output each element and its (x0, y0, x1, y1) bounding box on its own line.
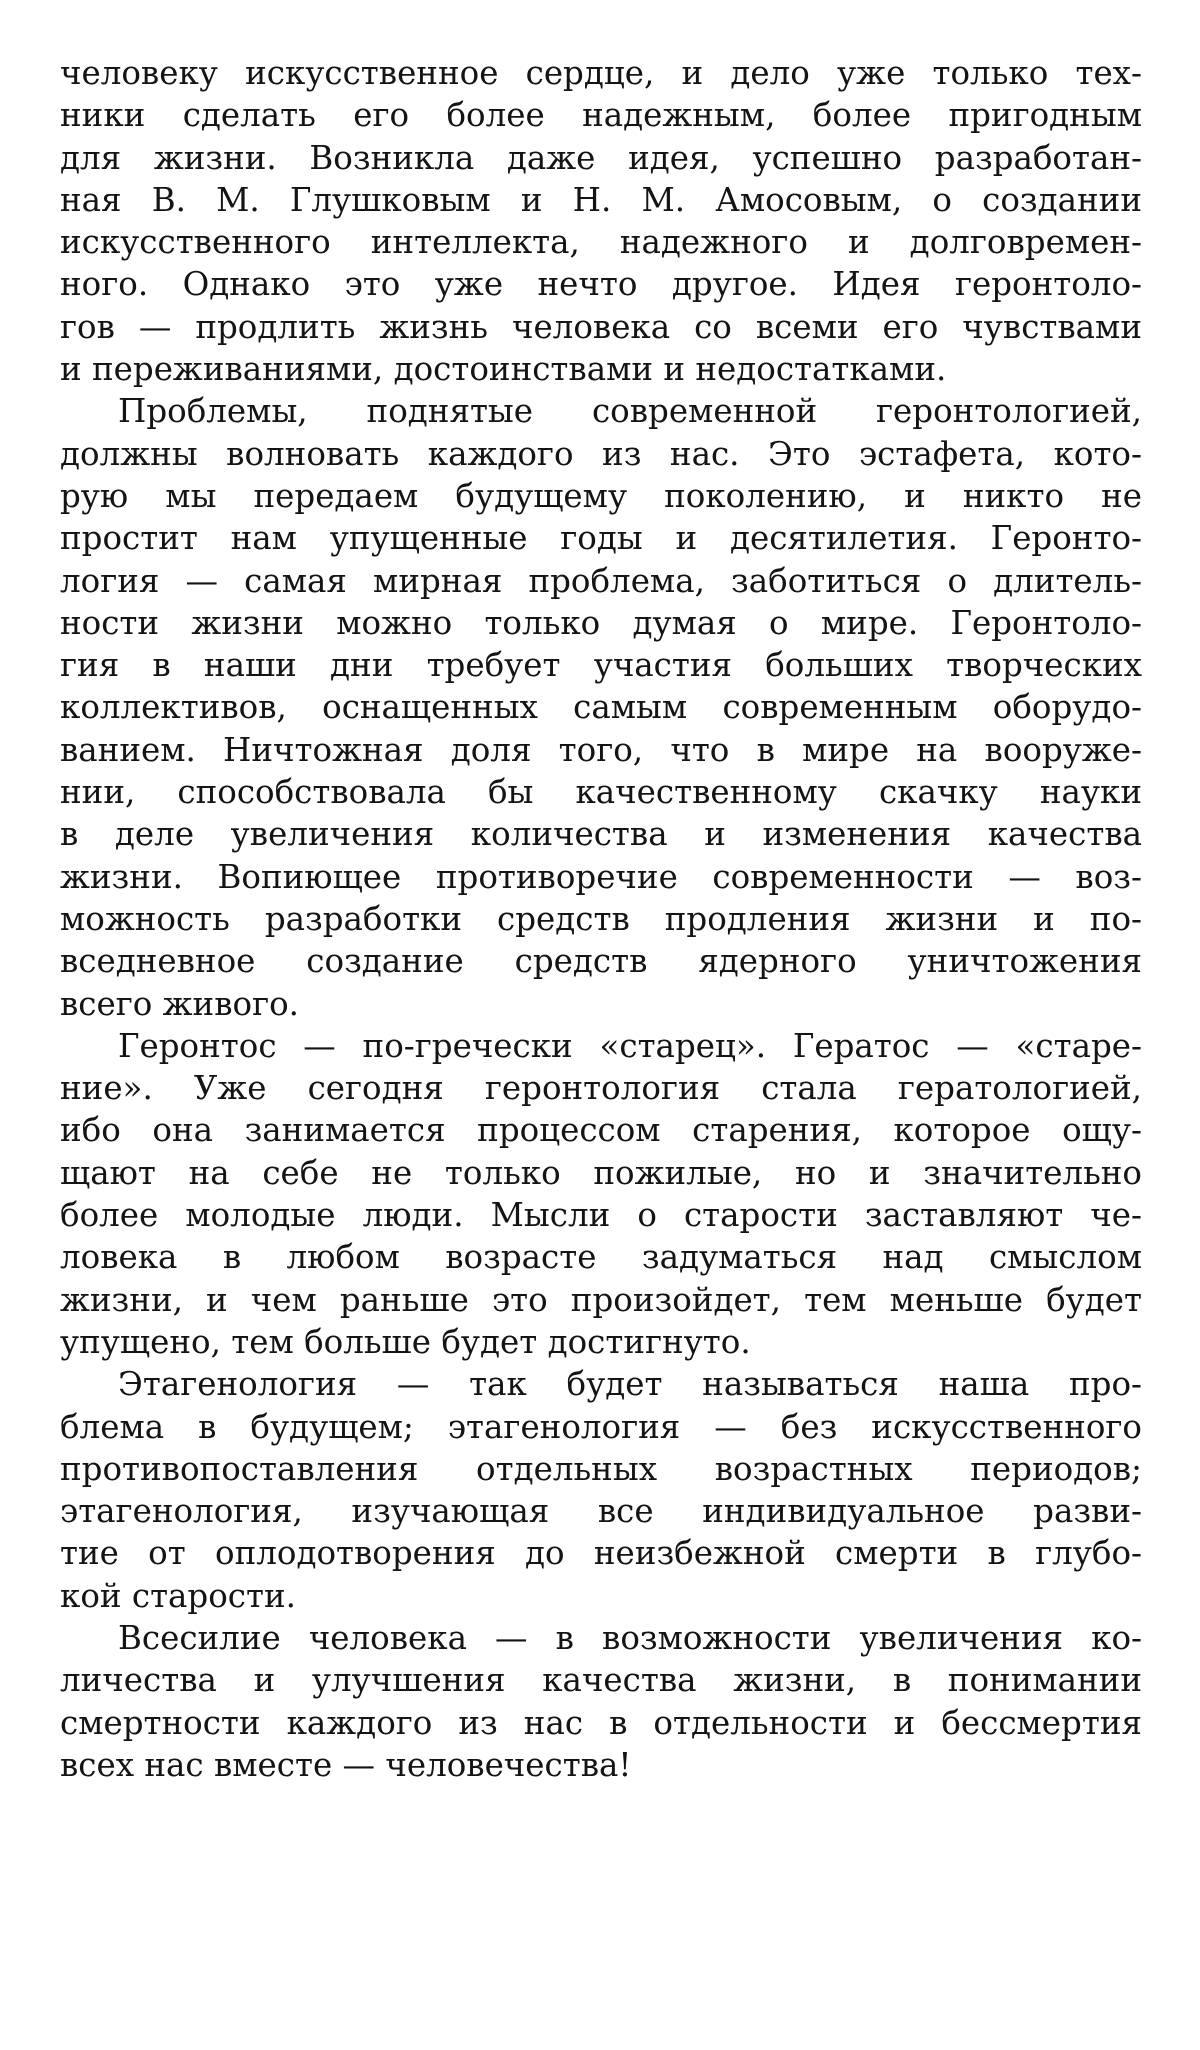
text-line: простит нам упущенные годы и десятилетия. Геронто- (60, 519, 1142, 558)
text-line: блема в будущем; этагенология — без искусственного (60, 1407, 1142, 1446)
paragraph-3 (60, 1025, 1142, 1363)
book-page (60, 52, 1142, 1786)
text-line: личества и улучшения качества жизни, в понимании (60, 1661, 1142, 1700)
paragraph-4 (60, 1363, 1142, 1617)
text-line: всего живого. (60, 984, 300, 1023)
text-line: и переживаниями, достоинствами и недостатками. (60, 350, 947, 389)
text-line: кой старости. (60, 1576, 296, 1615)
paragraph-2 (60, 390, 1142, 1024)
text-line: можность разработки средств продления жизни и по- (60, 899, 1142, 938)
text-line: этагенология, изучающая все индивидуальное разви- (60, 1492, 1142, 1531)
text-line: ние». Уже сегодня геронтология стала гератологией, (60, 1069, 1142, 1108)
text-line: ибо она занимается процессом старения, которое ощу- (60, 1111, 1142, 1150)
text-line: человеку искусственное сердце, и дело уже только тех- (60, 54, 1142, 92)
text-line: более молодые люди. Мысли о старости заставляют че- (60, 1196, 1142, 1235)
text-line: логия — самая мирная проблема, заботиться о длитель- (60, 561, 1142, 600)
text-line: гов — продлить жизнь человека со всеми его чувствами (60, 307, 1142, 346)
text-line: Этагенология — так будет называться наша про- (118, 1365, 1142, 1404)
text-line: ловека в любом возрасте задуматься над смыслом (60, 1238, 1142, 1277)
text-line: ная В. М. Глушковым и Н. М. Амосовым, о создании (60, 180, 1142, 219)
paragraph-5 (60, 1617, 1142, 1786)
text-line: всех нас вместе — человечества! (60, 1745, 632, 1784)
text-line: Всесилие человека — в возможности увеличения ко- (118, 1618, 1142, 1657)
text-line: вседневное создание средств ядерного уничтожения (60, 942, 1142, 981)
text-line: противопоставления отдельных возрастных периодов; (60, 1449, 1142, 1488)
text-line: щают на себе не только пожилые, но и значительно (60, 1153, 1142, 1192)
text-line: рую мы передаем будущему поколению, и никто не (60, 476, 1142, 515)
text-line: Геронтос — по-гречески «старец». Гератос — «старе- (118, 1026, 1142, 1065)
text-line: коллективов, оснащенных самым современным оборудо- (60, 688, 1142, 727)
text-line: ники сделать его более надежным, более пригодным (60, 96, 1142, 135)
text-line: должны волновать каждого из нас. Это эстафета, кото- (60, 434, 1142, 473)
text-line: гия в наши дни требует участия больших творческих (60, 646, 1142, 685)
paragraph-1 (60, 52, 1142, 390)
text-line: упущено, тем больше будет достигнуто. (60, 1322, 751, 1361)
text-line: жизни, и чем раньше это произойдет, тем меньше будет (60, 1280, 1142, 1319)
text-line: для жизни. Возникла даже идея, успешно разработан- (60, 138, 1142, 177)
text-line: ности жизни можно только думая о мире. Геронтоло- (60, 603, 1142, 642)
text-line: ного. Однако это уже нечто другое. Идея геронтоло- (60, 265, 1142, 304)
text-line: искусственного интеллекта, надежного и долговремен- (60, 223, 1142, 262)
text-line: тие от оплодотворения до неизбежной смерти в глубо- (60, 1534, 1142, 1573)
text-line: жизни. Вопиющее противоречие современности — воз- (60, 857, 1142, 896)
text-line: нии, способствовала бы качественному скачку науки (60, 773, 1142, 812)
text-line: смертности каждого из нас в отдельности и бессмертия (60, 1703, 1142, 1742)
text-line: Проблемы, поднятые современной геронтологией, (118, 392, 1142, 431)
text-line: ванием. Ничтожная доля того, что в мире на вооруже- (60, 730, 1142, 769)
text-line: в деле увеличения количества и изменения качества (60, 815, 1142, 854)
